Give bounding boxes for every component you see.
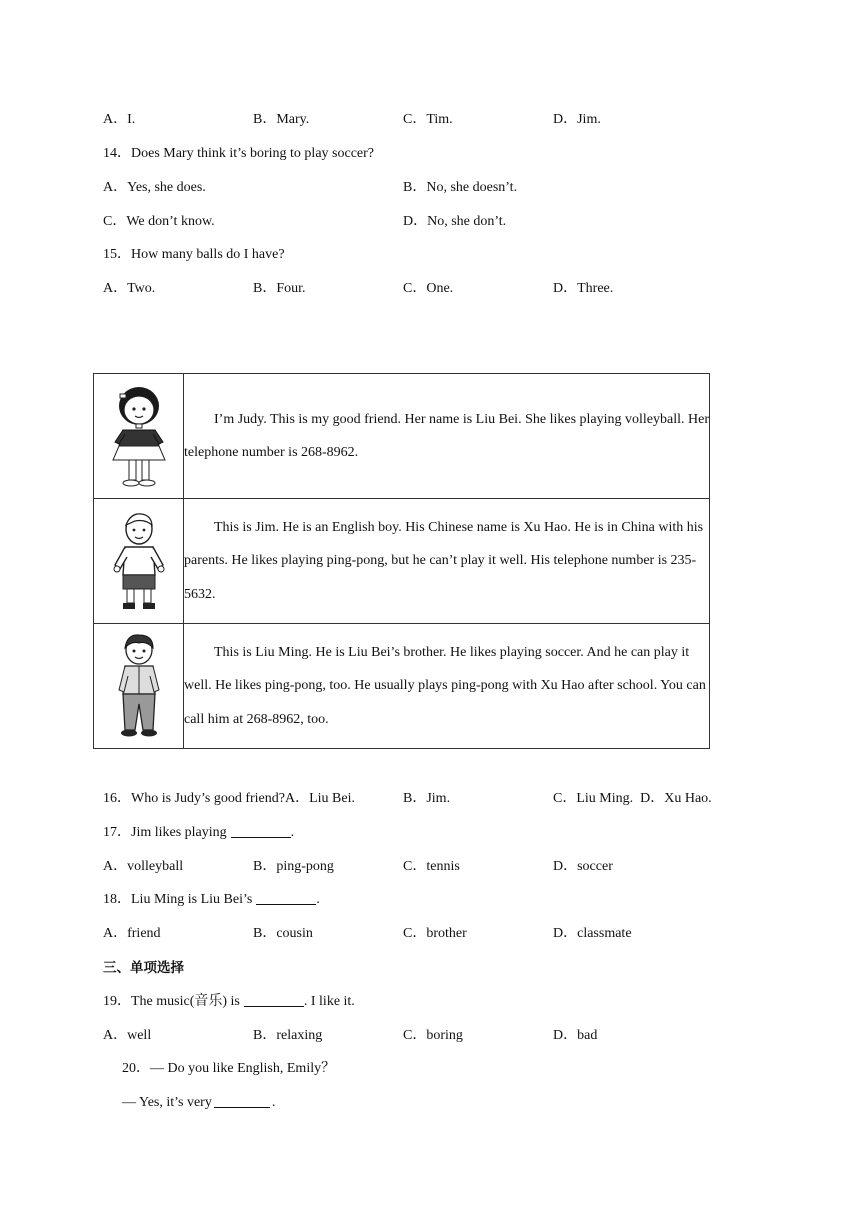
- q15-option-b[interactable]: B．Four.: [253, 281, 306, 296]
- q14-option-a[interactable]: A．Yes, she does.: [103, 180, 206, 195]
- q19-option-b[interactable]: B．relaxing: [253, 1028, 323, 1043]
- table-picture-cell: [94, 499, 184, 624]
- q17-question-text: [103, 823, 294, 843]
- q19-option-c[interactable]: C．boring: [403, 1028, 463, 1043]
- q20-answer-line: [122, 1093, 275, 1113]
- q18-option-d[interactable]: D．classmate: [553, 926, 632, 941]
- q13-option-b[interactable]: B．Mary.: [253, 112, 310, 127]
- table-row: [94, 374, 710, 499]
- q18-option-c[interactable]: C．brother: [403, 926, 467, 941]
- table-row: [94, 499, 710, 624]
- q17-answer-blank[interactable]: [231, 823, 291, 838]
- reading-table: [93, 373, 710, 749]
- q20-question-text: 20．— Do you like English, Emily？: [122, 1061, 336, 1076]
- q14-option-b[interactable]: B．No, she doesn’t.: [403, 180, 518, 195]
- q19-option-a[interactable]: A．well: [103, 1028, 152, 1043]
- q16-option-d[interactable]: D．Xu Hao.: [640, 791, 712, 806]
- q19-question-start: 19．The music(音乐) is: [103, 994, 240, 1009]
- table-text-cell: [184, 374, 710, 499]
- q18-option-b[interactable]: B．cousin: [253, 926, 313, 941]
- q19-option-d[interactable]: D．bad: [553, 1028, 598, 1043]
- judy-paragraph: I’m Judy. This is my good friend. Her name is Liu Bei. She likes playing volleyball. Her telephone number is 268-8962.: [184, 411, 709, 460]
- q15-option-a[interactable]: A．Two.: [103, 281, 156, 296]
- q15-option-d[interactable]: D．Three.: [553, 281, 614, 296]
- table-text-cell: [184, 499, 710, 624]
- q14-option-c[interactable]: C．We don’t know.: [103, 214, 215, 229]
- liu-ming-paragraph: This is Liu Ming. He is Liu Bei’s brother. He likes playing soccer. And he can play it well. He likes ping-pong, too. He usually plays ping-pong with Xu Hao after school. You can call him at 268-8962, too.: [184, 644, 706, 727]
- boy-jim-icon: [111, 509, 167, 613]
- q16-option-c-d: [553, 789, 712, 809]
- q17-question-label: 17．Jim likes playing: [103, 825, 227, 840]
- q16-question-label: 16．Who is Judy’s good friend?: [103, 791, 285, 806]
- q17-question-end: .: [290, 825, 295, 840]
- table-picture-cell: [94, 374, 184, 499]
- q20-answer-blank[interactable]: [214, 1093, 270, 1108]
- q14-question-text: 14．Does Mary think it’s boring to play soccer?: [103, 146, 375, 161]
- table-row: [94, 624, 710, 749]
- q16-option-a[interactable]: A．Liu Bei.: [284, 791, 355, 806]
- q15-question-text: 15．How many balls do I have?: [103, 247, 285, 262]
- q19-answer-blank[interactable]: [244, 992, 304, 1007]
- q17-option-a[interactable]: A．volleyball: [103, 859, 184, 874]
- q20-answer-end: .: [271, 1095, 276, 1110]
- q18-question-label: 18．Liu Ming is Liu Bei’s: [103, 892, 253, 907]
- girl-judy-icon: [107, 384, 171, 488]
- q17-option-b[interactable]: B．ping-pong: [253, 859, 334, 874]
- jim-paragraph: This is Jim. He is an English boy. His Chinese name is Xu Hao. He is in China with his parents. He likes playing ping-pong, but he can’t play it well. His telephone number is 235-5632.: [184, 519, 704, 602]
- q19-question-text: [103, 992, 355, 1012]
- q19-question-end: . I like it.: [303, 994, 355, 1009]
- q15-option-c[interactable]: C．One.: [403, 281, 454, 296]
- q16-question-text: [103, 789, 355, 809]
- q18-question-end: .: [316, 892, 320, 907]
- q18-question-text: [103, 890, 320, 910]
- table-picture-cell: [94, 624, 184, 749]
- q18-answer-blank[interactable]: [256, 890, 316, 905]
- q13-option-d[interactable]: D．Jim.: [553, 112, 601, 127]
- boy-liu-ming-icon: [113, 632, 165, 740]
- q18-option-a[interactable]: A．friend: [103, 926, 161, 941]
- q20-answer-start: — Yes, it’s very: [122, 1095, 212, 1110]
- q13-option-c[interactable]: C．Tim.: [403, 112, 453, 127]
- q16-option-b[interactable]: B．Jim.: [403, 791, 451, 806]
- q17-option-d[interactable]: D．soccer: [553, 859, 613, 874]
- q13-option-a[interactable]: A．I.: [103, 112, 136, 127]
- q16-option-c[interactable]: C．Liu Ming.: [553, 791, 634, 806]
- table-text-cell: [184, 624, 710, 749]
- q14-option-d[interactable]: D．No, she don’t.: [403, 214, 507, 229]
- q17-option-c[interactable]: C．tennis: [403, 859, 460, 874]
- section-3-title: 三、单项选择: [103, 960, 184, 976]
